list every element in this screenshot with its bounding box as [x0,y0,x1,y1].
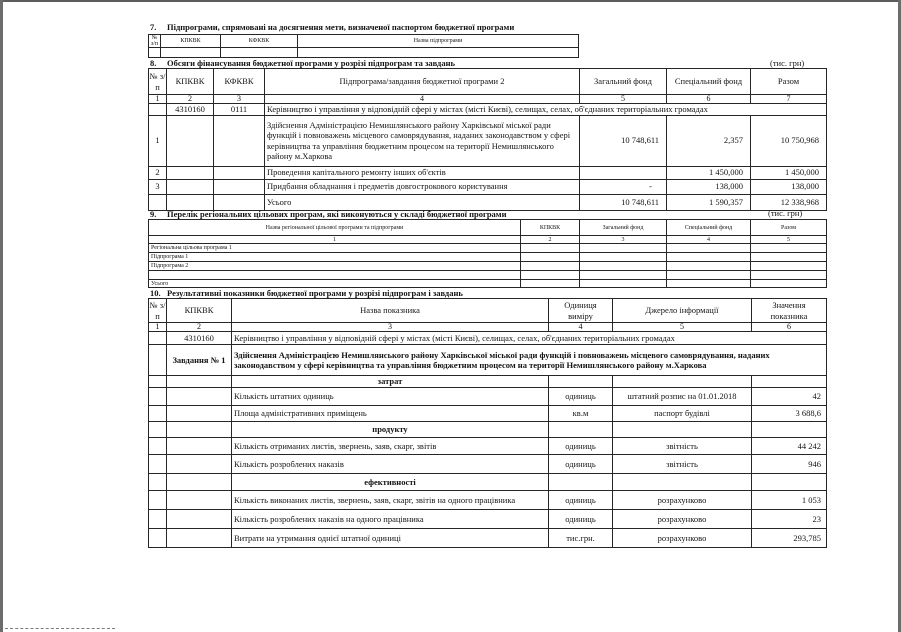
empty-cell [149,510,167,529]
empty-cell [167,166,214,179]
totals-row [149,194,827,210]
empty-cell [580,280,667,288]
column-number: 6 [752,323,827,332]
empty-cell [149,455,167,474]
indicator-group-title: ефективності [232,474,549,491]
column-numbers-row [149,236,827,244]
empty-cell [167,438,232,455]
indicator-row [149,529,827,548]
empty-cell [149,406,167,422]
empty-cell [149,474,167,491]
empty-cell [167,179,214,194]
empty-cell [149,376,167,388]
column-number: 7 [751,95,827,104]
empty-cell [549,376,613,388]
header-special-fund: Спеціальний фонд [667,220,751,236]
header-kpkvk: КПКВК [167,299,232,323]
section-8-unit: (тис. грн) [770,58,805,68]
empty-cell [149,332,167,345]
task-number: 1 [149,115,167,166]
indicator-source: штатний розпис на 01.01.2018 [613,388,752,406]
empty-cell [521,253,580,262]
indicator-unit: кв.м [549,406,613,422]
section-10-number: 10. [150,288,161,298]
section-7-title-text: Підпрограми, спрямовані на досягнення мети, визначеної паспортом бюджетної програми [167,22,515,32]
empty-cell [167,115,214,166]
column-numbers-row [149,95,827,104]
empty-cell [214,194,265,210]
section-10-title [150,288,463,298]
empty-cell [149,345,167,376]
task-number: 3 [149,179,167,194]
header-number: № з/п [149,300,166,321]
column-number: 2 [521,236,580,244]
subprogram-name: Підпрограма 2 [149,262,521,271]
section-8-title-text: Обсяги фінансування бюджетної програми у розрізі підпрограм та завдань [167,58,455,68]
program-kpkvk: 4310160 [167,332,232,345]
indicator-name: Кількість отриманих листів, звернень, заяв, скарг, звітів [232,438,549,455]
column-number: 5 [580,95,667,104]
empty-cell [149,422,167,438]
regional-programs-table [148,219,827,288]
empty-cell [149,491,167,510]
indicator-name: Кількість розроблених наказів [232,455,549,474]
empty-cell [214,115,265,166]
scan-edge-bottom [5,628,115,629]
totals-general-fund: 10 748,611 [580,194,667,210]
empty-cell [167,491,232,510]
empty-cell [751,253,827,262]
task-number: 2 [149,166,167,179]
section-9-title [150,209,507,219]
indicator-source: розрахунково [613,510,752,529]
section-7-title [150,22,514,32]
indicator-source: звітність [613,438,752,455]
column-numbers-row [149,323,827,332]
indicator-source: розрахунково [613,491,752,510]
indicator-row [149,491,827,510]
scan-edge-left [0,0,3,632]
header-total: Разом [751,69,827,95]
indicator-group-row [149,474,827,491]
indicator-unit: тис.грн. [549,529,613,548]
empty-cell [667,253,751,262]
table-header-row [149,220,827,236]
empty-cell [167,474,232,491]
empty-cell [752,422,827,438]
header-number: № з/п [149,35,161,48]
section-8-title [150,58,455,68]
column-number: 3 [214,95,265,104]
task-general-fund [580,166,667,179]
program-name: Керівництво і управління у відповідній сфері у містах (місті Києві), селищах, селах, об'єднаних територіальних громадах [265,104,827,116]
table-row [149,253,827,262]
empty-cell [149,438,167,455]
indicator-name: Кількість виконаних листів, звернень, заяв, скарг, звітів на одного працівника [232,491,549,510]
empty-cell [751,244,827,253]
totals-total: 12 338,968 [751,194,827,210]
section-10-title-text: Результативні показники бюджетної програми у розрізі підпрограм і завдань [167,288,463,298]
column-number: 2 [167,95,214,104]
task-general-fund: - [580,179,667,194]
task-label: Завдання № 1 [167,345,232,376]
subprogram-name: Підпрограма 1 [149,253,521,262]
task-name: Здійснення Адміністрацією Немишлянського району Харківської міської ради функцій і повноважень місцевого самоврядування, наданих законодавством у сфері керівництва та управління бюджетним процесом на території Немишлянського району м.Харкова [232,345,827,376]
regional-program-name: Регіональна цільова програма 1 [149,244,521,253]
task-total: 1 450,000 [751,166,827,179]
empty-cell [580,244,667,253]
header-unit: Одиниця виміру [549,299,613,323]
indicator-row [149,438,827,455]
empty-cell [751,262,827,271]
empty-cell [751,280,827,288]
empty-cell [167,529,232,548]
empty-cell [613,422,752,438]
empty-cell [521,271,580,280]
empty-cell [167,422,232,438]
indicator-unit: одиниць [549,438,613,455]
indicator-value: 44 242 [752,438,827,455]
task-total: 10 750,968 [751,115,827,166]
table-header-row [149,35,579,48]
empty-cell [580,262,667,271]
empty-cell [167,388,232,406]
empty-cell [149,104,167,116]
column-number: 1 [149,95,167,104]
empty-cell [667,271,751,280]
totals-row [149,280,827,288]
indicator-unit: одиниць [549,388,613,406]
indicator-row [149,388,827,406]
header-kpkvk: КПКВК [167,69,214,95]
indicator-value: 946 [752,455,827,474]
section-9-number: 9. [150,209,157,219]
task-row [149,345,827,376]
table-row [149,244,827,253]
program-name: Керівництво і управління у відповідній сфері у містах (місті Києві), селищах, селах, об'єднаних територіальних громадах [232,332,827,345]
header-kpkvk: КПКВК [521,220,580,236]
table-row [149,271,827,280]
empty-cell [521,280,580,288]
program-row [149,104,827,116]
column-number: 2 [167,323,232,332]
indicator-value: 42 [752,388,827,406]
indicator-name: Площа адміністративних приміщень [232,406,549,422]
column-number: 4 [667,236,751,244]
empty-cell [549,422,613,438]
empty-cell [549,474,613,491]
indicator-source: паспорт будівлі [613,406,752,422]
scan-edge-top [0,0,901,2]
empty-cell [167,376,232,388]
header-value: Значення показника [752,299,827,323]
empty-cell [752,474,827,491]
empty-cell [167,455,232,474]
header-special-fund: Спеціальний фонд [667,69,751,95]
empty-cell [298,48,579,58]
header-program-name: Назва регіональної цільової програми та підпрограми [149,220,521,236]
task-row [149,179,827,194]
empty-cell [521,262,580,271]
column-number: 4 [265,95,580,104]
column-number: 3 [580,236,667,244]
section-9-unit: (тис. грн) [768,208,803,218]
indicator-unit: одиниць [549,510,613,529]
indicator-row [149,406,827,422]
indicator-value: 3 688,6 [752,406,827,422]
table-header-row [149,299,827,323]
empty-cell [667,280,751,288]
task-special-fund: 1 450,000 [667,166,751,179]
empty-cell [521,244,580,253]
totals-special-fund: 1 590,357 [667,194,751,210]
header-source: Джерело інформації [613,299,752,323]
indicator-name: Кількість штатних одиниць [232,388,549,406]
table-header-row [149,69,827,95]
header-kpkvk: КПКВК [161,35,221,48]
header-number: № з/п [149,69,167,95]
column-number: 3 [232,323,549,332]
column-number: 5 [613,323,752,332]
indicator-unit: одиниць [549,455,613,474]
empty-cell [667,244,751,253]
section-7-number: 7. [150,22,157,32]
header-kfkvk: КФКВК [221,35,298,48]
column-number: 1 [149,323,167,332]
empty-cell [613,376,752,388]
header-general-fund: Загальний фонд [580,69,667,95]
task-name: Здійснення Адміністрацією Немишлянського району Харківської міської ради функцій і повноважень місцевого самоврядування, наданих законодавством у сфері керівництва та управління бюджетним процесом на території Немишлянського району м.Харкова [265,115,580,166]
table-row [149,262,827,271]
empty-cell [167,406,232,422]
subprograms-table [148,34,579,58]
totals-label: Усього [265,194,580,210]
empty-cell [214,179,265,194]
indicator-row [149,455,827,474]
header-total: Разом [751,220,827,236]
program-row [149,332,827,345]
empty-cell [667,262,751,271]
task-total: 138,000 [751,179,827,194]
column-number: 5 [751,236,827,244]
header-subprogram-name: Назва підпрограми [298,35,579,48]
task-row [149,166,827,179]
task-general-fund: 10 748,611 [580,115,667,166]
header-kfkvk: КФКВК [214,69,265,95]
empty-cell [149,194,167,210]
task-row [149,115,827,166]
column-number: 1 [149,236,521,244]
empty-cell [161,48,221,58]
empty-cell [221,48,298,58]
task-special-fund: 138,000 [667,179,751,194]
indicator-source: розрахунково [613,529,752,548]
indicator-source: звітність [613,455,752,474]
indicator-unit: одиниць [549,491,613,510]
column-number: 6 [667,95,751,104]
indicator-name: Витрати на утримання однієї штатної одиниці [232,529,549,548]
indicator-value: 1 053 [752,491,827,510]
performance-indicators-table [148,298,827,548]
empty-cell [751,271,827,280]
indicator-value: 293,785 [752,529,827,548]
empty-cell [580,271,667,280]
column-number: 4 [549,323,613,332]
empty-cell [214,166,265,179]
empty-cell [167,510,232,529]
indicator-value: 23 [752,510,827,529]
empty-cell [613,474,752,491]
empty-cell [167,194,214,210]
header-task: Підпрограма/завдання бюджетної програми 2 [265,69,580,95]
section-8-number: 8. [150,58,157,68]
header-general-fund: Загальний фонд [580,220,667,236]
header-indicator-name: Назва показника [232,299,549,323]
empty-cell [149,529,167,548]
empty-cell [580,253,667,262]
empty-cell [149,271,521,280]
task-name: Придбання обладнання і предметів довгострокового користування [265,179,580,194]
indicator-name: Кількість розроблених наказів на одного працівника [232,510,549,529]
task-name: Проведення капітального ремонту інших об'єктів [265,166,580,179]
indicator-group-row [149,376,827,388]
indicator-group-title: продукту [232,422,549,438]
section-9-title-text: Перелік регіональних цільових програм, які виконуються у складі бюджетної програми [167,209,507,219]
financing-table [148,68,827,211]
totals-label: Усього [149,280,521,288]
program-kfkvk: 0111 [214,104,265,116]
empty-cell [149,48,161,58]
indicator-row [149,510,827,529]
indicator-group-title: затрат [232,376,549,388]
task-special-fund: 2,357 [667,115,751,166]
empty-cell [752,376,827,388]
table-row [149,48,579,58]
indicator-group-row [149,422,827,438]
empty-cell [149,388,167,406]
program-kpkvk: 4310160 [167,104,214,116]
